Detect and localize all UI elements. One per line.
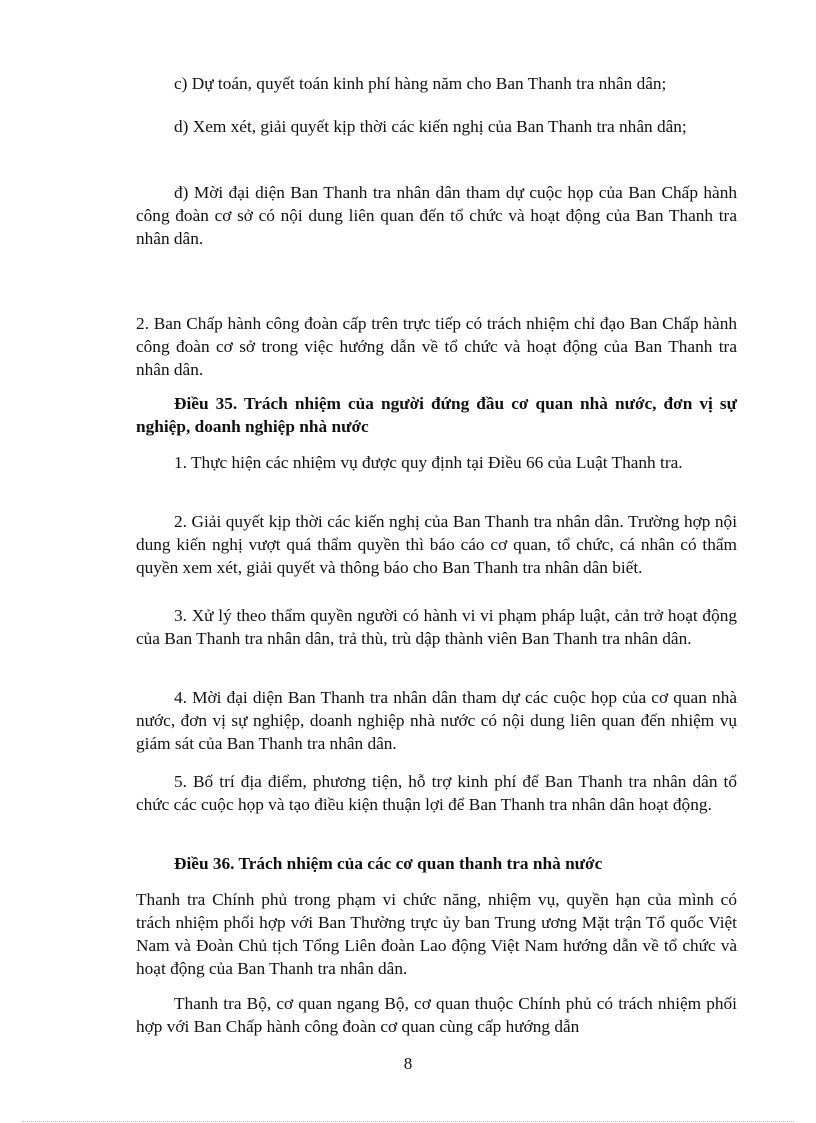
article-35-item-3: 3. Xử lý theo thẩm quyền người có hành vi vi phạm pháp luật, cản trở hoạt động của Ban Thanh tra nhân dân, trả thù, trù dập thành viên Ban Thanh tra nhân dân. xyxy=(136,606,737,648)
article-35-item-2: 2. Giải quyết kịp thời các kiến nghị của Ban Thanh tra nhân dân. Trường hợp nội dung kiến nghị vượt quá thẩm quyền thì báo cáo cơ quan, tổ chức, cá nhân có thẩm quyền xem xét, giải quyết và thông báo cho Ban Thanh tra nhân dân biết. xyxy=(136,512,737,577)
article-36-paragraph-1: Thanh tra Chính phủ trong phạm vi chức năng, nhiệm vụ, quyền hạn của mình có trách nhiệm phối hợp với Ban Thường trực ủy ban Trung ương Mặt trận Tổ quốc Việt Nam và Đoàn Chủ tịch Tổng Liên đoàn Lao động Việt Nam hướng dẫn về tổ chức và hoạt động của Ban Thanh tra nhân dân. xyxy=(136,890,737,978)
article-35-item-1: 1. Thực hiện các nhiệm vụ được quy định tại Điều 66 của Luật Thanh tra. xyxy=(174,453,683,472)
page-boundary-divider xyxy=(22,1121,794,1122)
article-35-heading: Điều 35. Trách nhiệm của người đứng đầu cơ quan nhà nước, đơn vị sự nghiệp, doanh nghiệp nhà nước xyxy=(136,394,737,436)
article-35-item-4: 4. Mời đại diện Ban Thanh tra nhân dân tham dự các cuộc họp của cơ quan nhà nước, đơn vị sự nghiệp, doanh nghiệp nhà nước có nội dung liên quan đến nhiệm vụ giám sát của Ban Thanh tra nhân dân. xyxy=(136,688,737,753)
article-36-paragraph-2: Thanh tra Bộ, cơ quan ngang Bộ, cơ quan thuộc Chính phủ có trách nhiệm phối hợp với Ban Chấp hành công đoàn cơ quan cùng cấp hướng dẫn xyxy=(136,994,737,1036)
paragraph-c: c) Dự toán, quyết toán kinh phí hàng năm cho Ban Thanh tra nhân dân; xyxy=(174,74,667,93)
article-36-heading: Điều 36. Trách nhiệm của các cơ quan thanh tra nhà nước xyxy=(174,854,603,873)
article-35-item-5: 5. Bố trí địa điểm, phương tiện, hỗ trợ kinh phí để Ban Thanh tra nhân dân tổ chức các cuộc họp và tạo điều kiện thuận lợi để Ban Thanh tra nhân dân hoạt động. xyxy=(136,772,737,814)
page-number: 8 xyxy=(403,1054,413,1073)
paragraph-d: d) Xem xét, giải quyết kịp thời các kiến nghị của Ban Thanh tra nhân dân; xyxy=(174,117,687,136)
paragraph-2: 2. Ban Chấp hành công đoàn cấp trên trực tiếp có trách nhiệm chỉ đạo Ban Chấp hành công đoàn cơ sở trong việc hướng dẫn về tổ chức và hoạt động của Ban Thanh tra nhân dân. xyxy=(136,314,737,379)
paragraph-dd: đ) Mời đại diện Ban Thanh tra nhân dân tham dự cuộc họp của Ban Chấp hành công đoàn cơ sở có nội dung liên quan đến tổ chức và hoạt động của Ban Thanh tra nhân dân. xyxy=(136,183,737,248)
